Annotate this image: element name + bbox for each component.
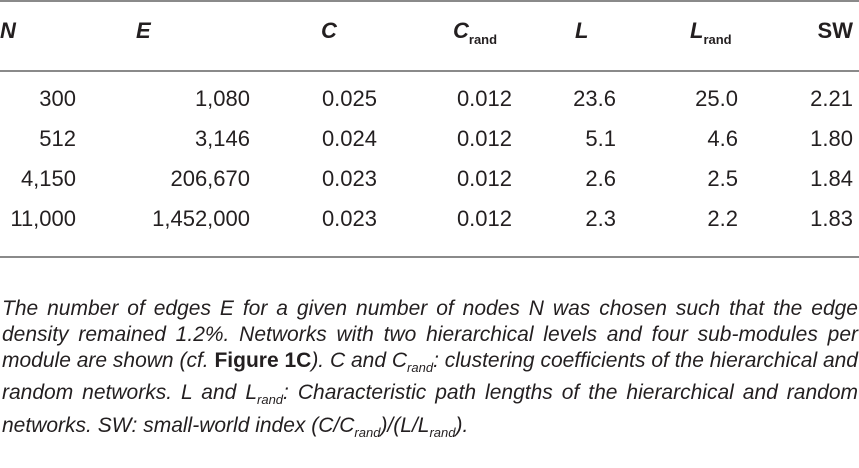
cell-sw: 1.83 [810,206,853,231]
table-row [0,202,859,236]
cell-c-rand: 0.012 [456,126,512,151]
cell-e: 3,146 [194,126,250,151]
caption-sub-1: rand [407,359,434,375]
cell-l: 23.6 [573,86,616,111]
cell-sw: 1.80 [810,126,853,151]
cell-n: 11,000 [10,206,76,231]
cell-c-rand: 0.012 [456,86,512,111]
figure-reference-link[interactable]: Figure 1C [214,348,312,372]
cell-c: 0.023 [321,166,377,191]
header-l-rand-sub: rand [703,32,732,47]
caption-text-3: : clustering coefficients of the hierarchical and random networks. L and L [2,348,858,405]
table-top-rule [0,0,859,2]
cell-c: 0.023 [321,206,377,231]
caption-sub-4: rand [429,425,456,441]
cell-l: 2.3 [585,206,616,231]
cell-n: 4,150 [20,166,76,191]
table-caption [2,296,858,446]
caption-sub-2: rand [257,392,284,408]
cell-sw: 2.21 [810,86,853,111]
header-l: L [575,18,589,43]
caption-text-4: : Characteristic path lengths of the hierarchical and random networks. SW: small-world index (C/C [2,381,858,438]
caption-text-6: ). [455,414,469,438]
cell-l-rand: 25.0 [695,86,738,111]
cell-c: 0.025 [321,86,377,111]
header-e: E [136,18,151,43]
cell-c: 0.024 [321,126,377,151]
header-c: C [321,18,337,43]
table-row [0,162,859,196]
cell-l-rand: 2.2 [707,206,738,231]
cell-l: 2.6 [585,166,616,191]
cell-l: 5.1 [585,126,616,151]
cell-e: 1,080 [194,86,250,111]
table-bottom-rule [0,256,859,258]
cell-e: 206,670 [170,166,250,191]
cell-c-rand: 0.012 [456,206,512,231]
caption-sub-3: rand [354,425,381,441]
cell-n: 300 [39,86,76,111]
table-row [0,82,859,116]
header-l-rand-main: L [690,18,704,43]
header-sw: SW [817,18,853,43]
caption-text-5: )/(L/L [380,414,430,438]
cell-c-rand: 0.012 [456,166,512,191]
cell-sw: 1.84 [810,166,853,191]
header-c-rand [453,14,565,57]
cell-l-rand: 4.6 [707,126,738,151]
table-header-row [0,14,859,48]
table-row [0,122,859,156]
caption-text-2: ). C and C [311,348,408,372]
caption-text-1: The number of edges E for a given number of nodes N was chosen such that the edge density remained 1.2%. Networks with two hierarchical levels and four sub-modules per module are shown (cf. [2,297,858,372]
cell-e: 1,452,000 [152,206,250,231]
header-n: N [0,18,16,43]
header-c-rand-sub: rand [468,32,498,47]
header-c-rand-main: C [453,18,469,43]
table-header-rule [0,70,859,72]
cell-n: 512 [39,126,76,151]
cell-l-rand: 2.5 [707,166,738,191]
